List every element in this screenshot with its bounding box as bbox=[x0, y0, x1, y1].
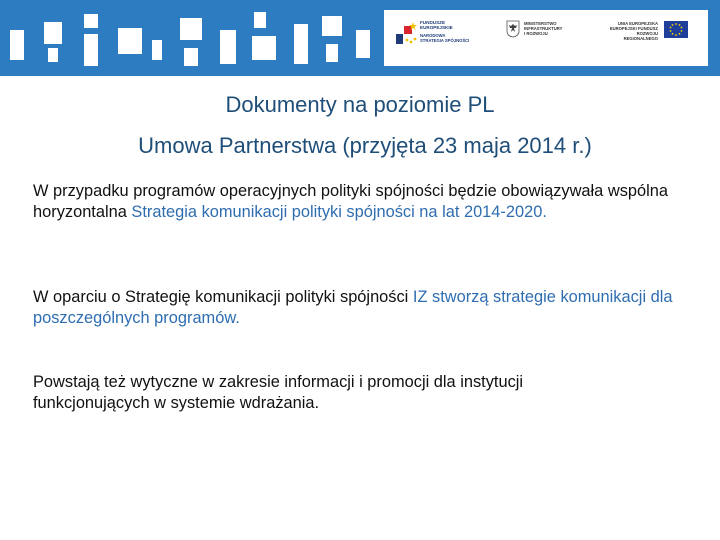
fe-caption: NARODOWA STRATEGIA SPÓJNOŚCI bbox=[420, 33, 470, 43]
decorative-square bbox=[118, 28, 142, 54]
decorative-square bbox=[84, 14, 98, 28]
eu-flag-icon bbox=[664, 21, 688, 38]
paragraph-highlight: Strategia komunikacji polityki spójności na lat 2014-2020 bbox=[131, 203, 543, 221]
decorative-square bbox=[48, 48, 58, 62]
header-band bbox=[0, 0, 720, 76]
paragraph-end: . bbox=[235, 309, 240, 327]
decorative-square bbox=[10, 30, 24, 60]
decorative-square bbox=[84, 34, 98, 66]
fundusze-europejskie-star-icon bbox=[394, 20, 420, 46]
slide-title: Dokumenty na poziomie PL bbox=[225, 92, 495, 117]
decorative-square bbox=[254, 12, 266, 28]
decorative-square bbox=[180, 18, 202, 40]
decorative-square bbox=[44, 22, 62, 44]
decorative-square bbox=[356, 30, 370, 58]
slide-subtitle: Umowa Partnerstwa (przyjęta 23 maja 2014 r.) bbox=[138, 133, 592, 158]
fe-name-line2: EUROPEJSKIE bbox=[420, 25, 453, 30]
decorative-square bbox=[322, 16, 342, 36]
decorative-square bbox=[220, 30, 236, 64]
paragraph-guidelines bbox=[33, 372, 633, 414]
decorative-square bbox=[152, 40, 162, 60]
fe-name-line1: FUNDUSZE bbox=[420, 20, 446, 25]
paragraph-iz-strategies bbox=[33, 287, 673, 329]
decorative-square bbox=[252, 36, 276, 60]
paragraph-text: W oparciu o Strategię komunikacji polityki spójności bbox=[33, 288, 413, 306]
unia-europejska-logo bbox=[604, 16, 704, 60]
ue-caption: UNIA EUROPEJSKA EUROPEJSKI FUNDUSZ ROZWOJU REGIONALNEGO bbox=[609, 21, 658, 41]
paragraph-text: W przypadku programów operacyjnych polityki spójności będzie obowiązywała wspólna horyzontalna bbox=[33, 182, 668, 221]
fundusze-europejskie-logo bbox=[394, 16, 484, 60]
paragraph-end: . bbox=[542, 203, 547, 221]
logos-strip bbox=[384, 10, 708, 66]
decorative-square bbox=[294, 24, 308, 64]
ministerstwo-caption: MINISTERSTWO INFRASTRUKTURY I ROZWOJU bbox=[524, 21, 563, 36]
polish-eagle-emblem-icon bbox=[506, 20, 520, 38]
decorative-square bbox=[184, 48, 198, 66]
paragraph-highlight: IZ stworzą strategie komunikacji dla poszczególnych programów bbox=[33, 288, 673, 327]
decorative-square bbox=[326, 44, 338, 62]
paragraph-text: Powstają też wytyczne w zakresie informacji i promocji dla instytucji funkcjonujących w systemie wdrażania. bbox=[33, 373, 524, 412]
ministerstwo-logo bbox=[506, 16, 586, 60]
paragraph-strategy bbox=[33, 181, 673, 223]
